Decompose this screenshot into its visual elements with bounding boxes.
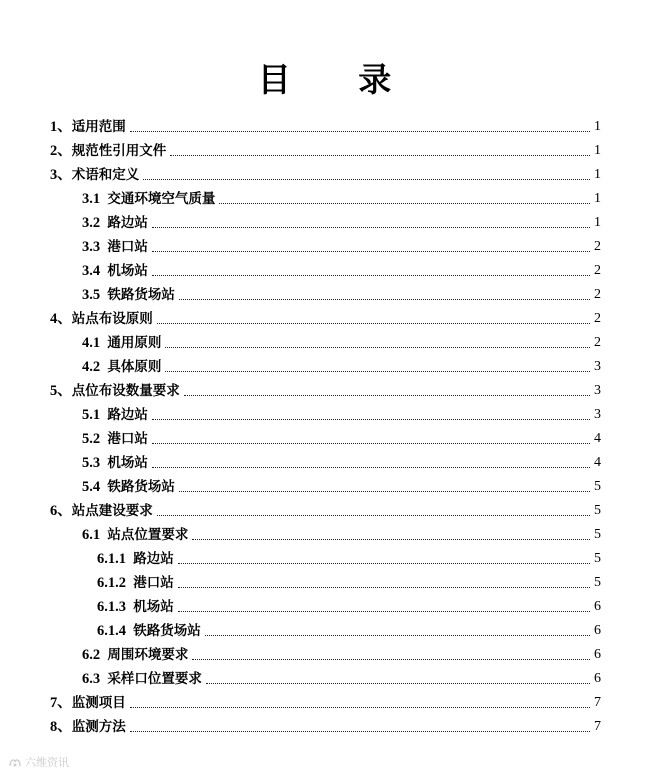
toc-dot-leader [143,178,590,180]
toc-dot-leader [219,202,590,204]
toc-page-number: 5 [594,503,601,518]
toc-entry-number: 5.3 [82,455,108,471]
toc-entry-title: 路边站 [133,551,174,567]
toc-entry-title: 港口站 [107,431,148,447]
toc-page-number: 1 [594,167,601,182]
toc-entry-title: 适用范围 [71,119,126,135]
toc-entry[interactable] [50,138,601,160]
toc-entry[interactable] [50,378,601,400]
toc-entry[interactable] [82,282,601,304]
toc-entry-number: 7、 [50,695,72,711]
toc-entry[interactable] [82,426,601,448]
toc-dot-leader [152,442,590,444]
toc-entry-number: 5.4 [82,479,108,495]
page-title: 目 录 [257,60,420,99]
toc-entry-number: 6、 [50,503,72,519]
toc-entry-title: 具体原则 [107,359,162,375]
toc-entry-number: 4.2 [82,359,108,375]
toc-entry[interactable] [82,450,601,472]
toc-dot-leader [152,250,590,252]
toc-dot-leader [157,322,590,324]
toc-page-number: 3 [594,407,601,422]
toc-entry-number: 6.1.1 [97,551,134,567]
toc-entry[interactable] [82,642,601,664]
toc-entry-number: 5.1 [82,407,108,423]
toc-entry[interactable] [50,114,601,136]
toc-entry[interactable] [97,570,601,592]
toc-entry-title: 规范性引用文件 [71,143,167,159]
toc-entry-title: 港口站 [133,575,174,591]
toc-entry-number: 6.1 [82,527,108,543]
toc-page-number: 2 [594,239,601,254]
toc-dot-leader [152,226,590,228]
toc-dot-leader [152,274,590,276]
toc-entry-number: 3.4 [82,263,108,279]
toc-entry-title: 交通环境空气质量 [107,191,216,207]
toc-page-number: 3 [594,383,601,398]
toc-entry-title: 监测项目 [71,695,126,711]
toc-page-number: 5 [594,551,601,566]
toc-page-number: 3 [594,359,601,374]
toc-entry[interactable] [82,666,601,688]
toc-entry[interactable] [50,690,601,712]
toc-entry-title: 采样口位置要求 [107,671,202,687]
toc-entry-title: 铁路货场站 [133,623,201,639]
toc-entry-title: 机场站 [133,599,174,615]
toc-entry[interactable] [82,522,601,544]
toc-entry-title: 机场站 [107,263,148,279]
toc-entry-title: 站点位置要求 [107,527,189,543]
toc-entry-title: 通用原则 [107,335,162,351]
toc-entry-title: 周围环境要求 [107,647,189,663]
toc-entry-number: 6.3 [82,671,108,687]
toc-page-number: 4 [594,455,601,470]
toc-page-number: 5 [594,479,601,494]
toc-dot-leader [192,538,590,540]
toc-entry-number: 3.1 [82,191,108,207]
toc-entry-title: 站点布设原则 [71,311,153,327]
toc-page-number: 2 [594,287,601,302]
toc-dot-leader [165,346,590,348]
toc-entry-title: 点位布设数量要求 [71,383,180,399]
toc-entry-number: 2、 [50,143,72,159]
toc-entry-title: 铁路货场站 [107,287,175,303]
toc-entry-title: 路边站 [107,215,148,231]
watermark [8,754,69,770]
toc-entry[interactable] [82,474,601,496]
toc-entry[interactable] [82,402,601,424]
toc-entry[interactable] [97,594,601,616]
toc-entry[interactable] [50,498,601,520]
toc-entry[interactable] [50,306,601,328]
toc-page-number: 1 [594,215,601,230]
logo-icon [8,756,22,768]
toc-page-number: 2 [594,311,601,326]
toc-entry-title: 站点建设要求 [71,503,153,519]
toc-entry-number: 6.2 [82,647,108,663]
toc-dot-leader [152,466,590,468]
toc-dot-leader [178,610,590,612]
toc-dot-leader [192,658,590,660]
toc-page-number: 6 [594,623,601,638]
toc-dot-leader [170,154,590,156]
toc-entry[interactable] [82,354,601,376]
toc-entry[interactable] [97,546,601,568]
toc-dot-leader [178,586,590,588]
toc-page-number: 1 [594,191,601,206]
toc-entry[interactable] [97,618,601,640]
toc-entry[interactable] [82,258,601,280]
toc-dot-leader [206,682,590,684]
toc-entry-number: 5、 [50,383,72,399]
toc-entry-number: 4、 [50,311,72,327]
toc-page-number: 4 [594,431,601,446]
toc-entry-title: 港口站 [107,239,148,255]
toc-entry-title: 术语和定义 [71,167,140,183]
toc-dot-leader [184,394,590,396]
toc-dot-leader [130,130,590,132]
toc-entry-title: 路边站 [107,407,148,423]
toc-entry[interactable] [82,234,601,256]
toc-page-number: 1 [594,119,601,134]
toc-entry-number: 3、 [50,167,72,183]
toc-entry-number: 3.3 [82,239,108,255]
toc-entry-number: 3.5 [82,287,108,303]
toc-dot-leader [165,370,590,372]
toc-dot-leader [178,562,590,564]
toc-entry[interactable] [82,186,601,208]
toc-dot-leader [152,418,590,420]
toc-entry-number: 4.1 [82,335,108,351]
toc-entry-title: 机场站 [107,455,148,471]
toc-page-number: 7 [594,695,601,710]
toc-entry-number: 6.1.2 [97,575,134,591]
toc-page-number: 2 [594,335,601,350]
toc-page-number: 2 [594,263,601,278]
toc-page-number: 7 [594,719,601,734]
toc-page-number: 6 [594,671,601,686]
toc-dot-leader [205,634,590,636]
toc-dot-leader [130,730,590,732]
toc-entry[interactable] [50,162,601,184]
toc-dot-leader [130,706,590,708]
toc-entry[interactable] [50,714,601,736]
toc-page-number: 6 [594,647,601,662]
toc-entry-number: 6.1.4 [97,623,134,639]
toc-entry-number: 1、 [50,119,72,135]
toc-entry-title: 监测方法 [71,719,126,735]
toc-dot-leader [157,514,590,516]
toc-dot-leader [179,298,590,300]
toc-entry[interactable] [82,210,601,232]
toc-page-number: 5 [594,527,601,542]
toc-entry-number: 5.2 [82,431,108,447]
toc-entry[interactable] [82,330,601,352]
toc-page-number: 6 [594,599,601,614]
toc-dot-leader [179,490,590,492]
toc-page-number: 5 [594,575,601,590]
toc-entry-number: 8、 [50,719,72,735]
toc-page-number: 1 [594,143,601,158]
toc-entry-title: 铁路货场站 [107,479,175,495]
watermark-text: 六维资讯 [25,756,69,769]
toc-entry-number: 3.2 [82,215,108,231]
toc-entry-number: 6.1.3 [97,599,134,615]
